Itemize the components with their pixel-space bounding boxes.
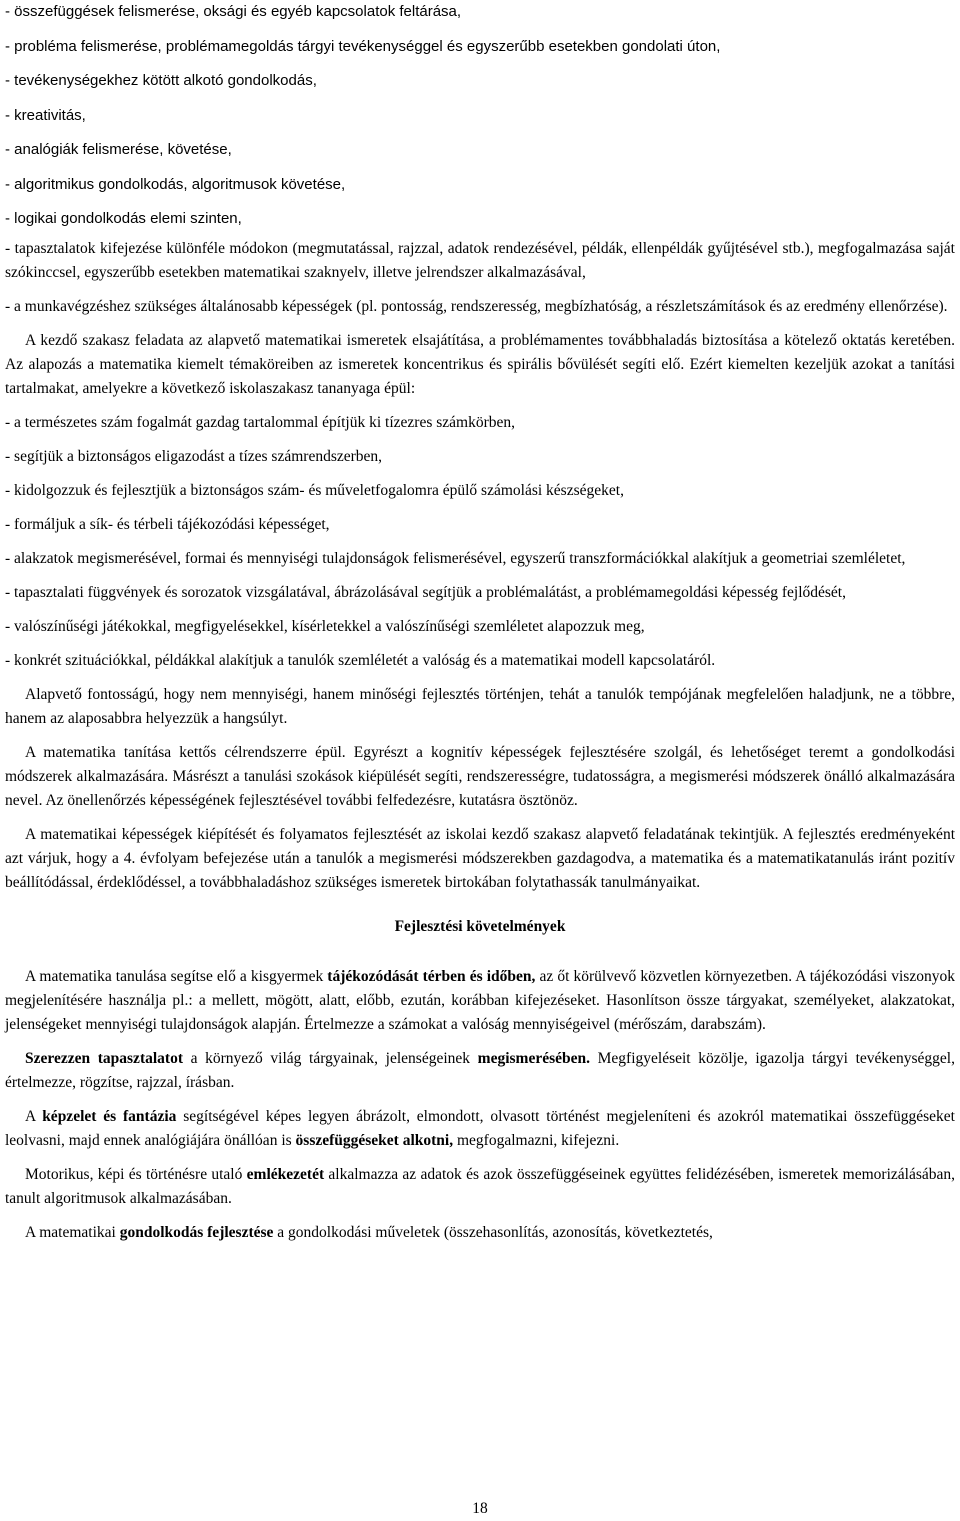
- list-item: - kreativitás,: [5, 106, 86, 124]
- section-heading: Fejlesztési követelmények: [394, 918, 566, 935]
- text-run: alkalmazza az adatok és azok összefüggéseinek együttes felidézésében, ismeretek memorizálásában, tanult algoritmusok alkalmazásában.: [5, 1166, 955, 1207]
- bold-term: gondolkodás fejlesztése: [119, 1224, 274, 1241]
- text-run: a környező világ tárgyainak, jelenségeinek: [182, 1050, 478, 1067]
- requirement-paragraph: [5, 1047, 955, 1095]
- text-run: Motorikus, képi és történésre utaló: [25, 1166, 247, 1183]
- list-item: - formáljuk a sík- és térbeli tájékozódási képességet,: [5, 516, 330, 533]
- body-paragraph: Alapvető fontosságú, hogy nem mennyiségi, hanem minőségi fejlesztés történjen, tehát a tanulók tempójának megfelelően haladjunk, ne a többre, hanem az alaposabbra helyezzük a hangsúlyt.: [5, 686, 955, 727]
- bold-term: képzelet és fantázia: [42, 1108, 177, 1125]
- list-item: - algoritmikus gondolkodás, algoritmusok követése,: [5, 175, 346, 193]
- list-item: - probléma felismerése, problémamegoldás tárgyi tevékenységgel és egyszerűbb esetekben gondolati úton,: [5, 37, 721, 55]
- document-page: [5, 0, 955, 1245]
- list-item: - alakzatok megismerésével, formai és mennyiségi tulajdonságok felismerésével, egyszerű transzformációkkal alakítjuk a geometriai szemléletet,: [5, 550, 906, 567]
- list-item: - tevékenységekhez kötött alkotó gondolkodás,: [5, 72, 317, 89]
- bold-term: megismerésében.: [477, 1050, 591, 1067]
- list-item: - analógiák felismerése, követése,: [5, 141, 232, 158]
- page-number: 18: [472, 1500, 488, 1517]
- list-item: - tapasztalatok kifejezése különféle módokon (megmutatással, rajzzal, adatok rendezésével, példák, ellenpéldák gyűjtésével stb.), megfogalmazása saját szókinccsel, egyszerűbb esetekben matematikai szaknyelv, illetve jelrendszer alkalmazásával,: [5, 240, 955, 281]
- list-item: - összefüggések felismerése, oksági és egyéb kapcsolatok feltárása,: [5, 3, 462, 20]
- requirement-paragraph: [5, 965, 955, 1037]
- text-run: A: [25, 1108, 43, 1125]
- bold-term: összefüggéseket alkotni,: [295, 1132, 454, 1149]
- body-paragraph: A kezdő szakasz feladata az alapvető matematikai ismeretek elsajátítása, a problémamentes továbbhaladás biztosítása a kötelező oktatás keretében. Az alapozás a matematika kiemelt témaköreiben az ismeretek koncentrikus és spirális bővülését segíti elő. Ezért kiemelten kezeljük azokat a tanítási tartalmakat, amelyekre a következő iskolaszakasz tananyaga épül:: [5, 332, 955, 397]
- requirement-paragraph: [5, 1163, 955, 1211]
- list-item: - konkrét szituációkkal, példákkal alakítjuk a tanulók szemléletét a valóság és a matematikai modell kapcsolatáról.: [5, 652, 716, 669]
- list-item: - valószínűségi játékokkal, megfigyelésekkel, kísérletekkel a valószínűségi szemléletet alapozzuk meg,: [5, 618, 645, 635]
- text-run: A matematika tanulása segítse elő a kisgyermek: [25, 968, 328, 985]
- text-run: az őt körülvevő közvetlen környezetben. A tájékozódási viszonyok megjelenítésére használja pl.: a mellett, mögött, alatt, előbb, ezután, korábban kifejezéseket. Hasonlítson össze tárgyakat, személyeket, alakzatokat, jelenségeket mennyiségi tulajdonságok alapján. Értelmezze a számokat a valóság mennyiségeivel (mérőszám, darabszám).: [5, 968, 955, 1033]
- requirement-paragraph: [5, 1105, 955, 1153]
- text-run: A matematikai: [25, 1224, 120, 1241]
- body-paragraph: A matematikai képességek kiépítését és folyamatos fejlesztését az iskolai kezdő szakasz alapvető feladatának tekintjük. A fejlesztés eredményeként azt várjuk, hogy a 4. évfolyam befejezése után a tanulók a megismerési módszerekben gazdagodva, a matematika és a matematikatanulás iránt pozitív beállítódással, érdeklődéssel, a továbbhaladáshoz szükséges ismeretek birtokában folytathassák tanulmányaikat.: [5, 826, 955, 891]
- list-item: - logikai gondolkodás elemi szinten,: [5, 210, 242, 227]
- list-item: - kidolgozzuk és fejlesztjük a biztonságos szám- és műveletfogalomra épülő számolási készségeket,: [5, 482, 624, 499]
- bold-term: emlékezetét: [246, 1166, 325, 1183]
- list-item: - a munkavégzéshez szükséges általánosabb képességek (pl. pontosság, rendszeresség, megbízhatóság, a részletszámítások és az eredmény ellenőrzése).: [5, 298, 948, 315]
- bold-term: Szerezzen tapasztalatot: [25, 1050, 183, 1067]
- body-paragraph: A matematika tanítása kettős célrendszerre épül. Egyrészt a kognitív képességek fejlesztésére szolgál, és lehetőséget teremt a gondolkodási módszerek alkalmazására. Másrészt a tanulási szokások kiépülését segíti, rendszerességre, tudatosságra, a megismerési módszerek önálló alkalmazására nevel. Az önellenőrzés képességének fejlesztésével további felfedezésre, kutatásra ösztönöz.: [5, 744, 955, 809]
- list-item: - tapasztalati függvények és sorozatok vizsgálatával, ábrázolásával segítjük a problémalátást, a problémamegoldási képesség fejlődését,: [5, 584, 846, 601]
- text-run: Megfigyeléseit közölje, igazolja tárgyi tevékenységgel, értelmezze, rögzítse, rajzzal, írásban.: [5, 1050, 955, 1091]
- requirement-paragraph: [5, 1221, 955, 1245]
- list-item: - a természetes szám fogalmát gazdag tartalommal építjük ki tízezres számkörben,: [5, 414, 515, 431]
- text-run: megfogalmazni, kifejezni.: [453, 1132, 620, 1149]
- bold-term: tájékozódását térben és időben,: [327, 968, 536, 985]
- text-run: a gondolkodási műveletek (összehasonlítás, azonosítás, következtetés,: [273, 1224, 713, 1241]
- skills-list-sans: [5, 0, 955, 237]
- text-run: segítségével képes legyen ábrázolt, elmondott, olvasott történést megjeleníteni és azokról matematikai összefüggéseket leolvasni, majd ennek analógiájára önállóan is: [5, 1108, 955, 1149]
- list-item: - segítjük a biztonságos eligazodást a tízes számrendszerben,: [5, 448, 383, 465]
